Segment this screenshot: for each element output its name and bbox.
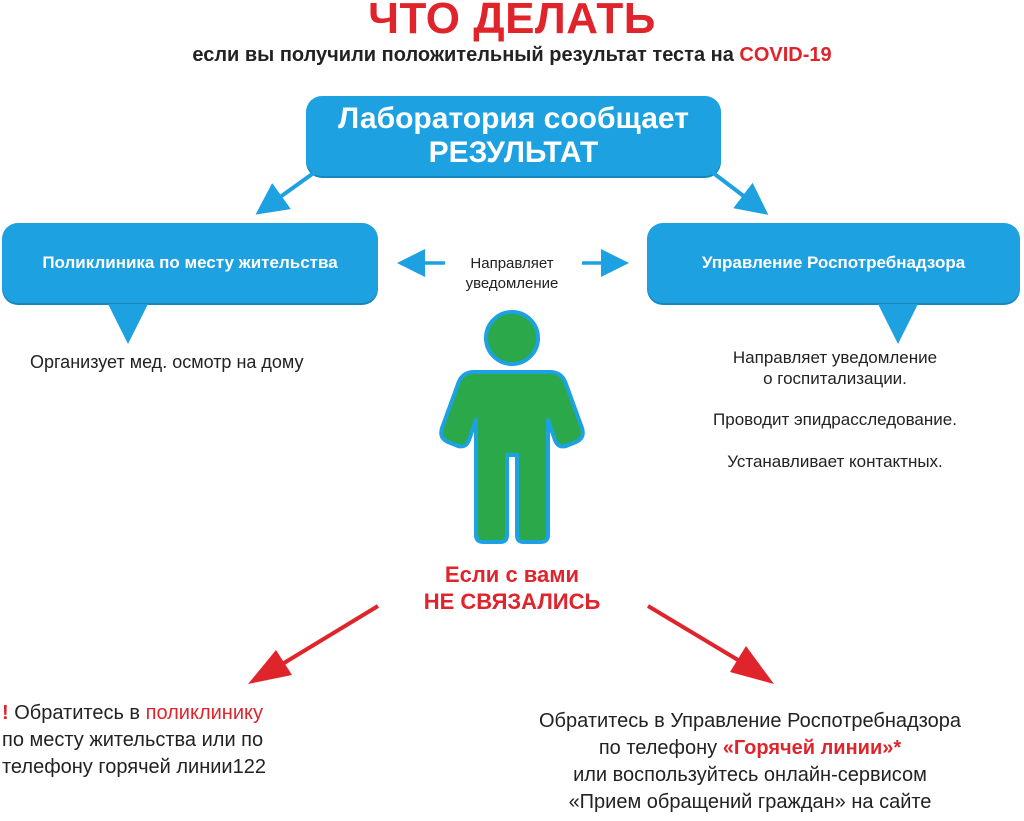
not-contacted-line1: Если с вами: [444, 562, 580, 587]
lab-box-line1: Лаборатория сообщает: [338, 101, 689, 135]
hotline-highlight: «Горячей линии»*: [722, 737, 902, 759]
rospotrebnadzor-box-label: Управление Роспотребнадзора: [701, 253, 966, 272]
subtitle-text: если вы получили положительный результат теста на: [192, 44, 740, 66]
rospotreb-action-notify: [680, 348, 990, 389]
subtitle-accent: COVID-19: [739, 44, 832, 66]
page-title: ЧТО ДЕЛАТЬ: [368, 0, 656, 43]
red-arrow-left: [248, 606, 378, 684]
exclamation-icon: !: [2, 702, 9, 724]
polyclinic-advice-line1: [2, 700, 332, 727]
not-contacted-line2: НЕ СВЯЗАЛИСЬ: [423, 588, 601, 614]
rospotreb-advice-line2: [480, 735, 1020, 762]
rospotreb-action-contacts: Устанавливает контактных.: [727, 452, 943, 471]
rospotreb-action-notify-line2: о госпитализации.: [763, 368, 907, 388]
rospotreb-action-investigation: Проводит эпидрасследование.: [713, 410, 957, 429]
rospotreb-advice-line3: или воспользуйтесь онлайн-сервисом: [573, 764, 927, 786]
rospotreb-advice-line1: Обратитесь в Управление Роспотребнадзора: [539, 710, 961, 732]
rospotreb-advice: [480, 708, 1020, 816]
polyclinic-advice-line2: по месту жительства или по: [2, 729, 264, 751]
arrow-lab-to-polyclinic: [262, 172, 315, 210]
polyclinic-advice-highlight: поликлинику: [145, 702, 263, 724]
rospotrebnadzor-box: [647, 223, 1020, 303]
polyclinic-advice-line3: телефону горячей линии122: [2, 756, 266, 778]
lab-box-line2: РЕЗУЛЬТАТ: [428, 136, 599, 169]
polyclinic-advice-prefix: Обратитесь в: [8, 702, 146, 724]
rospotreb-advice-line4: «Прием обращений граждан» на сайте: [568, 791, 932, 813]
polyclinic-advice: [2, 700, 332, 781]
rospotreb-advice-line2-prefix: по телефону: [598, 737, 723, 759]
notification-label: [430, 254, 594, 293]
polyclinic-box-label: Поликлиника по месту жительства: [42, 253, 338, 272]
polyclinic-box: [2, 223, 378, 303]
notification-label-line2: уведомление: [465, 274, 559, 292]
person-icon: [441, 312, 583, 542]
red-arrow-right: [648, 606, 774, 684]
polyclinic-action: Организует мед. осмотр на дому: [30, 352, 304, 372]
lab-result-box: [306, 96, 721, 176]
not-contacted-heading: [362, 562, 662, 616]
page-subtitle: [0, 44, 1024, 67]
notification-label-line1: Направляет: [470, 255, 554, 272]
arrow-lab-to-rospotreb: [712, 172, 762, 210]
rospotreb-action-notify-line1: Направляет уведомление: [732, 348, 938, 367]
